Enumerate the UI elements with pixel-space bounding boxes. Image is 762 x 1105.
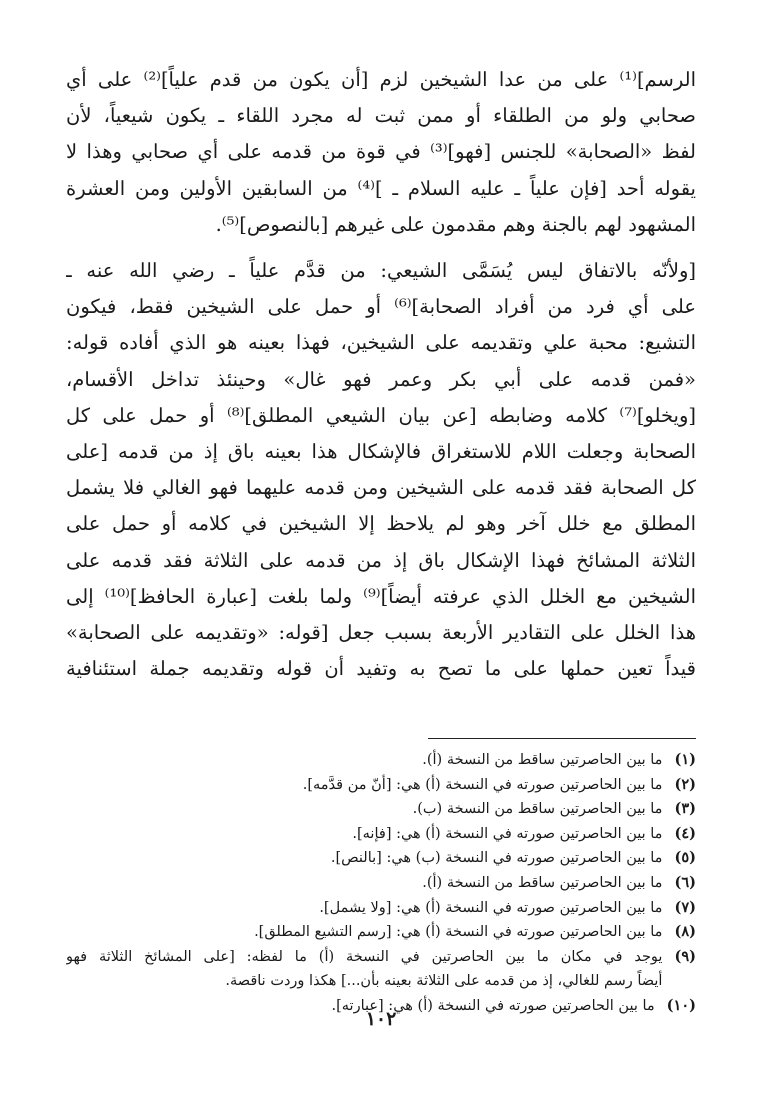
footnote-item [66, 822, 696, 847]
text-line: هذا الخلل على التقادير الأربعة بسبب جعل [قوله: «وتقديمه على الصحابة» [66, 621, 696, 645]
footnote-number: (٥) [674, 849, 696, 867]
text-line: على أي فرد من أفراد الصحابة]⁽⁶⁾ أو حمل على الشيخين فقط، فيكون [66, 295, 696, 319]
footnote-number: (١) [674, 751, 696, 768]
footnote-text: ما بين الحاصرتين صورته في النسخة (أ) هي: [أنّ من قدَّمه]. [302, 776, 663, 793]
text-line: الشيخين مع الخلل الذي عرفته أيضاً]⁽⁹⁾ ولما بلغت [عبارة الحافظ]⁽¹⁰⁾ إلى [66, 584, 696, 608]
footnote-text: ما بين الحاصرتين ساقط من النسخة (أ). [422, 874, 663, 891]
text-line: الثلاثة المشائخ فهذا الإشكال باق إذ من قدمه على الثلاثة فقد قدمه على [66, 548, 696, 572]
text-line: كل الصحابة فقد قدمه على الشيخين ومن قدمه عليهما فهو الغالي فلا يشمل [66, 476, 696, 500]
footnote-item [66, 846, 696, 871]
page-number: ١٠٢ [365, 1008, 397, 1030]
text-line: المطلق مع خلل آخر وهو لم يلاحظ إلا الشيخين في كلامه أو حمل على [66, 512, 696, 536]
text-line: «فمن قدمه على أبي بكر وعمر فهو غال» وحينئذ تداخل الأقسام، [66, 367, 696, 391]
footnote-number: (٣) [674, 800, 696, 818]
footnote-divider [428, 738, 696, 739]
footnote-item [66, 871, 696, 896]
footnote-number: (٩) [674, 947, 696, 965]
text-line: صحابي ولو من الطلقاء أو ممن ثبت له مجرد اللقاء ـ يكون شيعياً، لأن [66, 104, 696, 128]
text-line: قيداً تعين حملها على ما تصح به وتفيد أن قوله وتقديمه جملة استئنافية [66, 657, 696, 681]
text-line: لفظ «الصحابة» للجنس [فهو]⁽³⁾ في قوة من قدمه على أي صحابي وهذا لا [66, 140, 696, 164]
footnote-number: (٦) [674, 873, 696, 891]
text-line: التشيع: محبة علي وتقديمه على الشيخين، فهذا بعينه هو الذي أفاده قوله: [66, 331, 696, 355]
footnote-text: ما بين الحاصرتين صورته في النسخة (ب) هي: [بالنص]. [330, 850, 663, 867]
paragraph-1 [66, 62, 696, 243]
footnote-item [66, 945, 696, 994]
footnote-text: ما بين الحاصرتين صورته في النسخة (أ) هي: [رسم التشيع المطلق]. [254, 924, 663, 941]
paragraph-2 [66, 253, 696, 687]
page-content [66, 62, 696, 1014]
footnote-number: (٤) [674, 824, 696, 842]
footnote-text: ما بين الحاصرتين ساقط من النسخة (أ). [422, 752, 663, 768]
text-line: يقوله أحد [فإن علياً ـ عليه السلام ـ ]⁽⁴⁾ من السابقين الأولين ومن العشرة [66, 176, 696, 200]
text-line: الرسم]⁽¹⁾ على من عدا الشيخين لزم [أن يكون من قدم علياً]⁽²⁾ على أي [66, 68, 696, 91]
footnote-item [66, 773, 696, 798]
footnote-number: (٨) [674, 923, 696, 941]
footnote-number: (١٠) [666, 996, 696, 1014]
footnote-text: ما بين الحاصرتين ساقط من النسخة (ب). [412, 801, 663, 818]
footnotes [66, 748, 696, 1019]
footnote-text: يوجد في مكان ما بين الحاصرتين في النسخة (أ) ما لفظه: [على المشائخ الثلاثة فهو [66, 948, 663, 965]
text-line: [ولأنّه بالاتفاق ليس يُسَمَّى الشيعي: من قدَّم علياً ـ رضي الله عنه ـ [66, 259, 696, 283]
footnote-item [66, 896, 696, 921]
footnote-item [66, 797, 696, 822]
footnote-item [66, 920, 696, 945]
footnote-number: (٧) [674, 898, 696, 916]
text-line: [ويخلو]⁽⁷⁾ كلامه وضابطه [عن بيان الشيعي المطلق]⁽⁸⁾ أو حمل على كل [66, 403, 696, 427]
footnote-number: (٢) [674, 775, 696, 793]
footnote-item [66, 748, 696, 773]
footnote-text: أيضاً رسم للغالي، إذ من قدمه على الثلاثة بعينه بأن...] هكذا وردت ناقصة. [225, 973, 663, 990]
footnote-text: ما بين الحاصرتين صورته في النسخة (أ) هي: [فإنه]. [352, 825, 663, 842]
text-line: الصحابة وجعلت اللام للاستغراق فالإشكال هذا بعينه باق إذ من قدمه [على [66, 440, 696, 464]
footnote-text: ما بين الحاصرتين صورته في النسخة (أ) هي: [عبارته]. [331, 997, 655, 1014]
footnote-text: ما بين الحاصرتين صورته في النسخة (أ) هي: [ولا يشمل]. [319, 899, 663, 916]
text-line: المشهود لهم بالجنة وهم مقدمون على غيرهم [بالنصوص]⁽⁵⁾. [215, 212, 696, 236]
